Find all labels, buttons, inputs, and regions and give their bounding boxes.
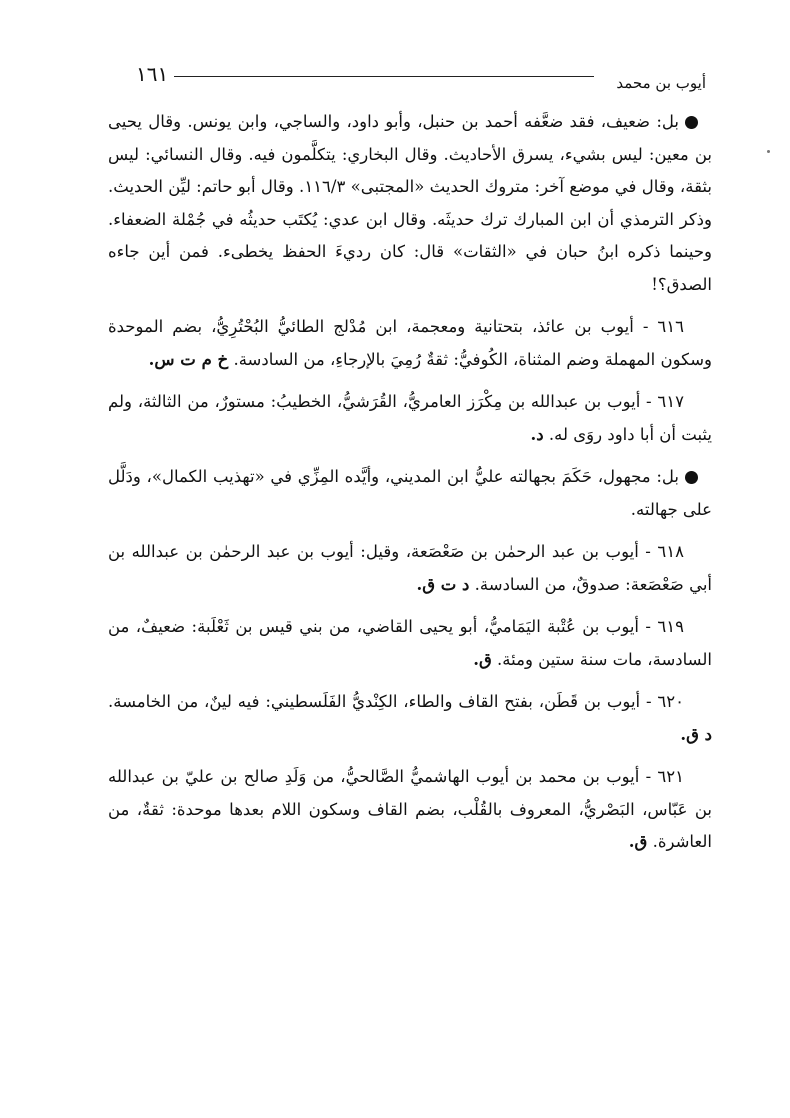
- entry-618: [108, 536, 712, 601]
- entry-ref: خ م ت س.: [148, 349, 229, 369]
- entry-text: ٦١٨ - أيوب بن عبد الرحمٰن بن صَعْصَعة، وقيل: أيوب بن عبد الرحمٰن بن عبدالله بن أبي صَعْصَعة: صدوقٌ، من السادسة.: [108, 542, 712, 594]
- entry-619: [108, 611, 712, 676]
- entry-ref: ق.: [473, 649, 492, 669]
- bullet-icon: [685, 471, 698, 484]
- entry-616: [108, 311, 712, 376]
- body-text: [108, 106, 712, 869]
- entry-ref: د ت ق.: [416, 574, 470, 594]
- header-rule: [174, 76, 594, 77]
- entry-620: [108, 686, 712, 751]
- comment-text: مجهول، حَكَمَ بجهالته عليُّ ابن المديني، وأيَّده المِزِّي في «تهذيب الكمال»، ودَلَّل على جهالته.: [108, 467, 712, 519]
- bullet-icon: [685, 116, 698, 129]
- entry-text: ٦١٦ - أيوب بن عائذ، بتحتانية ومعجمة، ابن مُدْلج الطائيُّ البُحْتُرِيُّ، بضم الموحدة وسكون المهملة وضم المثناة، الكُوفيُّ: ثقةٌ رُمِيَ بالإرجاءِ، من السادسة.: [108, 317, 712, 369]
- entry-text: ٦١٩ - أيوب بن عُتْبة اليَمَاميُّ، أبو يحيى القاضي، من بني قيس بن ثَعْلَبة: ضعيفٌ، من السادسة، مات سنة ستين ومئة.: [108, 617, 712, 669]
- entry-617: [108, 386, 712, 451]
- entry-ref: د.: [530, 424, 544, 444]
- comment-paragraph: [108, 461, 712, 526]
- entry-ref: د ق.: [680, 724, 712, 744]
- comment-text: ضعيف، فقد ضعَّفه أحمد بن حنبل، وأبو داود، والساجي، وابن يونس. وقال يحيى بن معين: ليس بشيء، يسرق الأحاديث. وقال البخاري: يتكلَّمون فيه. وقال النسائي: ليس بثقة، وقال في موضع آخر: متروك الحديث «المجتبى» ١١٦/٣. وقال أبو حاتم: ليِّن الحديث. وذكر الترمذي أن ابن المبارك ترك حديثَه. وقال ابن عدي: يُكتَب حديثُه في جُمْلة الضعفاء. وحينما ذكره ابنُ حبان في «الثقات» قال: كان رديءَ الحفظ يخطىء. فمن أين جاءه الصدق؟!: [108, 112, 712, 294]
- entry-text: ٦١٧ - أيوب بن عبدالله بن مِكْرَز العامريُّ، القُرَشيُّ، الخطيبُ: مستورٌ، من الثالثة، ولم يثبت أن أبا داود روَى له.: [108, 392, 712, 444]
- entry-ref: ق.: [628, 832, 648, 851]
- page-header: [112, 56, 712, 106]
- entry-621: [108, 761, 712, 859]
- comment-paragraph: [108, 106, 712, 301]
- running-title: أيوب بن محمد: [616, 74, 706, 92]
- entry-text: ٦٢٠ - أيوب بن قَطَن، بفتح القاف والطاء، الكِنْديُّ الفَلَسطيني: فيه لينٌ، من الخامسة.: [108, 692, 684, 711]
- comment-label: بل:: [656, 112, 679, 131]
- margin-mark: [767, 150, 770, 153]
- comment-label: بل:: [656, 467, 679, 486]
- entry-text: ٦٢١ - أيوب بن محمد بن أيوب الهاشميُّ الصَّالحيُّ، من وَلَدِ صالح بن عليّ بن عبدالله بن عَبّاس، البَصْريُّ، المعروف بالقُلْب، بضم القاف وسكون اللام بعدها موحدة: ثقةٌ، من العاشرة.: [108, 767, 712, 851]
- page-number: ١٦١: [136, 62, 169, 86]
